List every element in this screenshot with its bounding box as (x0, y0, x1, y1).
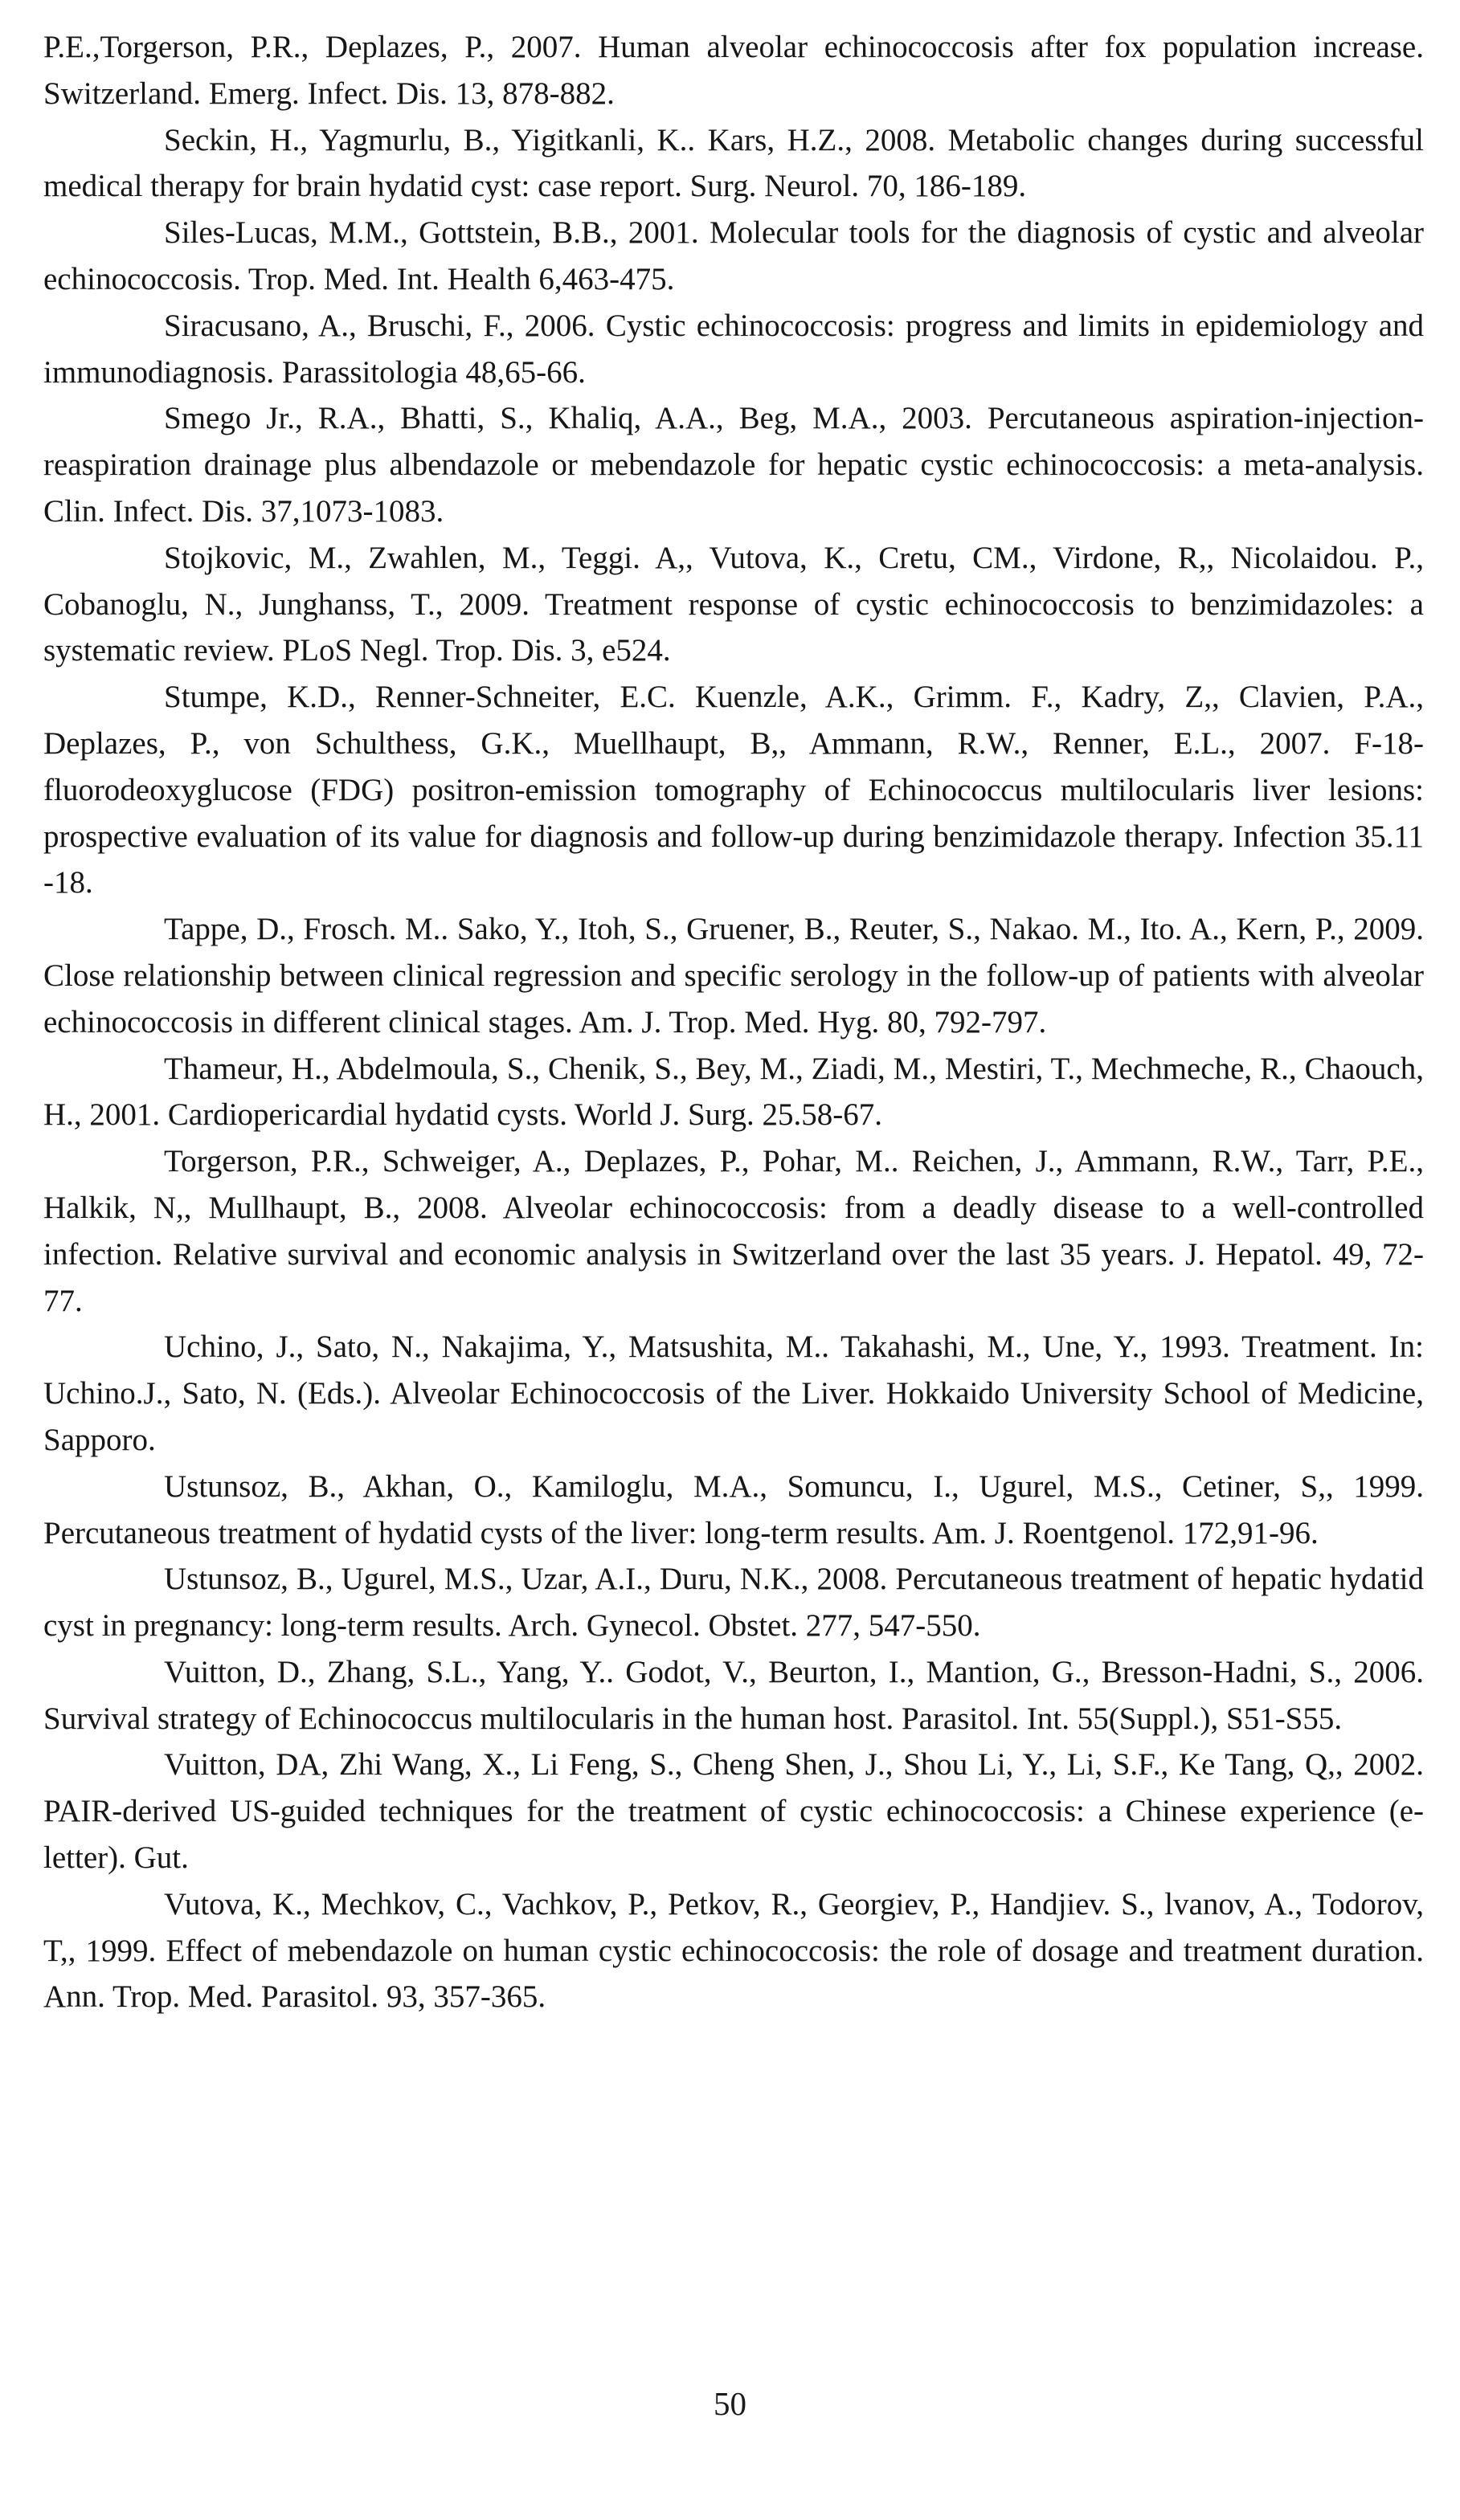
reference-entry: Siles-Lucas, M.M., Gottstein, B.B., 2001. Molecular tools for the diagnosis of cystic and alveolar echinococcosis. Trop. Med. Int. Health 6,463-475. (43, 215, 1424, 296)
reference-list (43, 24, 1424, 2020)
reference-entry: P.E.,Torgerson, P.R., Deplazes, P., 2007. Human alveolar echinococcosis after fox population increase. Switzerland. Emerg. Infect. Dis. 13, 878-882. (43, 30, 1424, 111)
reference-entry: Ustunsoz, B., Ugurel, M.S., Uzar, A.I., Duru, N.K., 2008. Percutaneous treatment of hepatic hydatid cyst in pregnancy: long-term results. Arch. Gynecol. Obstet. 277, 547-550. (43, 1562, 1424, 1644)
reference-entry: Ustunsoz, B., Akhan, O., Kamiloglu, M.A., Somuncu, I., Ugurel, M.S., Cetiner, S,, 1999. Percutaneous treatment of hydatid cysts of the liver: long-term results. Am. J. Roentgenol. 172,91-96. (43, 1468, 1424, 1550)
reference-entry: Vutova, K., Mechkov, C., Vachkov, P., Petkov, R., Georgiev, P., Handjiev. S., lvanov, A., Todorov, T,, 1999. Effect of mebendazole on human cystic echinococcosis: the role of dosage and treatment duration. Ann. Trop. Med. Parasitol. 93, 357-365. (43, 1886, 1424, 2015)
reference-entry: Smego Jr., R.A., Bhatti, S., Khaliq, A.A., Beg, M.A., 2003. Percutaneous aspiration-injection-reaspiration drainage plus albendazole or mebendazole for hepatic cystic echinococcosis: a meta-analysis. Clin. Infect. Dis. 37,1073-1083. (43, 401, 1424, 529)
reference-entry: Seckin, H., Yagmurlu, B., Yigitkanli, K.. Kars, H.Z., 2008. Metabolic changes during successful medical therapy for brain hydatid cyst: case report. Surg. Neurol. 70, 186-189. (43, 122, 1424, 204)
reference-entry: Uchino, J., Sato, N., Nakajima, Y., Matsushita, M.. Takahashi, M., Une, Y., 1993. Treatment. In: Uchino.J., Sato, N. (Eds.). Alveolar Echinococcosis of the Liver. Hokkaido University School of Medicine, Sapporo. (43, 1329, 1424, 1457)
page-number: 50 (714, 2385, 746, 2422)
reference-entry: Siracusano, A., Bruschi, F., 2006. Cystic echinococcosis: progress and limits in epidemiology and immunodiagnosis. Parassitologia 48,65-66. (43, 308, 1424, 390)
reference-entry: Tappe, D., Frosch. M.. Sako, Y., Itoh, S., Gruener, B., Reuter, S., Nakao. M., Ito. A., Kern, P., 2009. Close relationship between clinical regression and specific serology in the follow-up of patients with alveolar echinococcosis in different clinical stages. Am. J. Trop. Med. Hyg. 80, 792-797. (43, 912, 1424, 1039)
reference-entry: Vuitton, DA, Zhi Wang, X., Li Feng, S., Cheng Shen, J., Shou Li, Y., Li, S.F., Ke Tang, Q,, 2002. PAIR-derived US-guided techniques for the treatment of cystic echinococcosis: a Chinese experience (e-letter). Gut. (43, 1747, 1424, 1876)
reference-entry: Torgerson, P.R., Schweiger, A., Deplazes, P., Pohar, M.. Reichen, J., Ammann, R.W., Tarr, P.E., Halkik, N,, Mullhaupt, B., 2008. Alveolar echinococcosis: from a deadly disease to a well-controlled infection. Relative survival and economic analysis in Switzerland over the last 35 years. J. Hepatol. 49, 72-77. (43, 1144, 1424, 1318)
reference-entry: Thameur, H., Abdelmoula, S., Chenik, S., Bey, M., Ziadi, M., Mestiri, T., Mechmeche, R., Chaouch, H., 2001. Cardiopericardial hydatid cysts. World J. Surg. 25.58-67. (43, 1051, 1424, 1133)
reference-entry: Stojkovic, M., Zwahlen, M., Teggi. A,, Vutova, K., Cretu, CM., Virdone, R,, Nicolaidou. P., Cobanoglu, N., Junghanss, T., 2009. Treatment response of cystic echinococcosis to benzimidazoles: a systematic review. PLoS Negl. Trop. Dis. 3, e524. (43, 540, 1424, 668)
reference-entry: Vuitton, D., Zhang, S.L., Yang, Y.. Godot, V., Beurton, I., Mantion, G., Bresson-Hadni, S., 2006. Survival strategy of Echinococcus multilocularis in the human host. Parasitol. Int. 55(Suppl.), S51-S55. (43, 1654, 1424, 1736)
reference-entry: Stumpe, K.D., Renner-Schneiter, E.C. Kuenzle, A.K., Grimm. F., Kadry, Z,, Clavien, P.A., Deplazes, P., von Schulthess, G.K., Muellhaupt, B,, Ammann, R.W., Renner, E.L., 2007. F-18-fluorodeoxyglucose (FDG) positron-emission tomography of Echinococcus multilocularis liver lesions: prospective evaluation of its value for diagnosis and follow-up during benzimidazole therapy. Infection 35.11 -18. (43, 680, 1424, 901)
